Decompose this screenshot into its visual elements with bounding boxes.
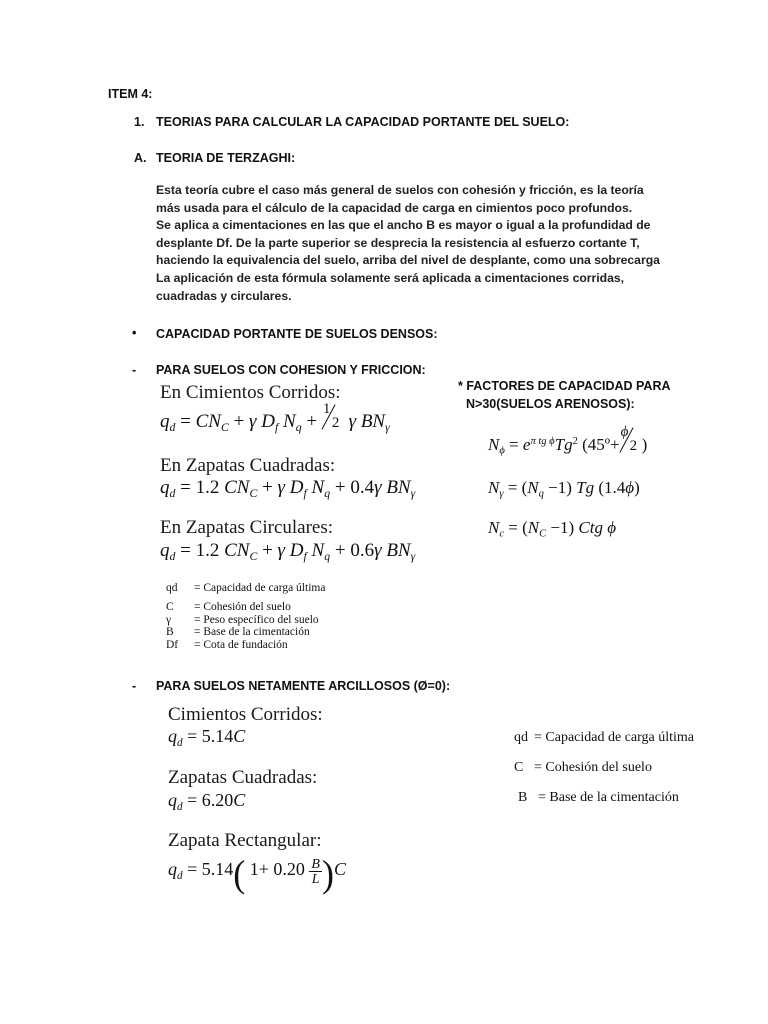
legend-row [166, 601, 325, 614]
paragraph-line: Esta teoría cubre el caso más general de suelos con cohesión y fricción, es la teoría [156, 183, 644, 197]
formula-title-circulares: En Zapatas Circulares: [160, 517, 334, 538]
formula-title-clay-cuadradas: Zapatas Cuadradas: [168, 767, 318, 788]
terzaghi-paragraph [156, 182, 660, 305]
legend-clay-soils [514, 730, 694, 806]
factors-title-line-1: * FACTORES DE CAPACIDAD PARA [458, 379, 671, 393]
formula-circulares: $q_d = 1.2$ $CN_C + \gamma$ $D_f$ $N_q + 0.6\gamma$ $BN_\gamma$ [160, 540, 416, 564]
legend-definition: = Cota de fundación [194, 639, 288, 652]
legend-row [166, 582, 325, 595]
legend-row [514, 730, 694, 746]
formula-corridos: $q_d = CN_C + \gamma$ $D_f$ $N_q$ + 1 2 γ $BN_\gamma$ [160, 401, 390, 435]
formula-cuadradas: $q_d = 1.2$ $CN_C + \gamma$ $D_f$ $N_q + 0.4\gamma$ $BN_\gamma$ [160, 477, 416, 501]
formula-title-corridos: En Cimientos Corridos: [160, 382, 341, 403]
legend-symbol: qd [166, 582, 178, 594]
paragraph-line: Se aplica a cimentaciones en las que el ancho B es mayor o igual a la profundidad de [156, 218, 651, 233]
legend-dense-soils [166, 582, 325, 652]
legend-definition: = Capacidad de carga última [194, 582, 326, 594]
heading-terzaghi: TEORIA DE TERZAGHI: [156, 151, 296, 165]
formula-clay-corridos: $q_d = 5.14C$ [168, 726, 246, 749]
legend-definition: = Peso específico del suelo [194, 613, 319, 626]
legend-symbol: γ [166, 613, 172, 626]
legend-symbol: Df [166, 639, 179, 652]
legend-row [514, 790, 694, 806]
factors-title-line-2: N>30(SUELOS ARENOSOS): [466, 397, 635, 411]
paragraph-line: más usada para el cálculo de la capacidad de carga en cimientos poco profundos. [156, 200, 633, 215]
formula-title-clay-rectangular: Zapata Rectangular: [168, 830, 322, 851]
legend-row [166, 614, 325, 627]
legend-symbol: qd [514, 730, 528, 745]
heading-1-number: 1. [134, 115, 145, 129]
legend-definition: = Base de la cimentación [194, 626, 310, 639]
legend-symbol: B [518, 790, 528, 805]
legend-definition: = Base de la cimentación [538, 790, 679, 805]
legend-row [166, 639, 325, 652]
formula-clay-cuadradas: $q_d = 6.20C$ [168, 790, 246, 813]
dash-mark: - [132, 363, 137, 377]
item-heading: ITEM 4: [108, 87, 153, 101]
heading-dense-soils: CAPACIDAD PORTANTE DE SUELOS DENSOS: [156, 327, 438, 341]
paragraph-line: haciendo la equivalencia del suelo, arriba del nivel de desplante, como una sobrecarga [156, 253, 660, 268]
dash-mark: - [132, 679, 137, 693]
formula-title-cuadradas: En Zapatas Cuadradas: [160, 455, 336, 476]
heading-1: TEORIAS PARA CALCULAR LA CAPACIDAD PORTANTE DEL SUELO: [156, 115, 570, 129]
formula-title-clay-corridos: Cimientos Corridos: [168, 704, 323, 725]
legend-definition: = Cohesión del suelo [534, 760, 652, 775]
paragraph-line: cuadradas y circulares. [156, 288, 292, 303]
legend-row [166, 626, 325, 639]
legend-definition: = Capacidad de carga última [534, 730, 695, 745]
formula-n-gamma: $N_\gamma = (N_q -1)$ Tg (1.4ϕ) [488, 478, 640, 500]
heading-clay-soils: PARA SUELOS NETAMENTE ARCILLOSOS (Ø=0): [156, 679, 451, 693]
legend-symbol: C [514, 760, 524, 775]
formula-n-phi: $N_\phi = e^{\pi tg \phi}Tg^2$ (45º+ ϕ 2 ) [488, 424, 648, 457]
formula-n-c: $N_c = (N_C -1)$ Ctg ϕ [488, 518, 617, 540]
formula-clay-rectangular: $q_d = 5.14$( 1+ 0.20 $\frac{B}{L}$ )C [168, 853, 346, 895]
legend-symbol: C [166, 600, 174, 613]
legend-row [514, 760, 694, 776]
bullet-mark: • [132, 326, 137, 340]
heading-a-letter: A. [134, 151, 147, 165]
paragraph-line: desplante Df. De la parte superior se desprecia la resistencia al esfuerzo cortante T, [156, 235, 640, 250]
heading-cohesion-friction: PARA SUELOS CON COHESION Y FRICCION: [156, 363, 426, 377]
paragraph-line: La aplicación de esta fórmula solamente será aplicada a cimentaciones corridas, [156, 270, 625, 285]
legend-definition: = Cohesión del suelo [194, 600, 291, 613]
legend-symbol: B [166, 626, 174, 639]
